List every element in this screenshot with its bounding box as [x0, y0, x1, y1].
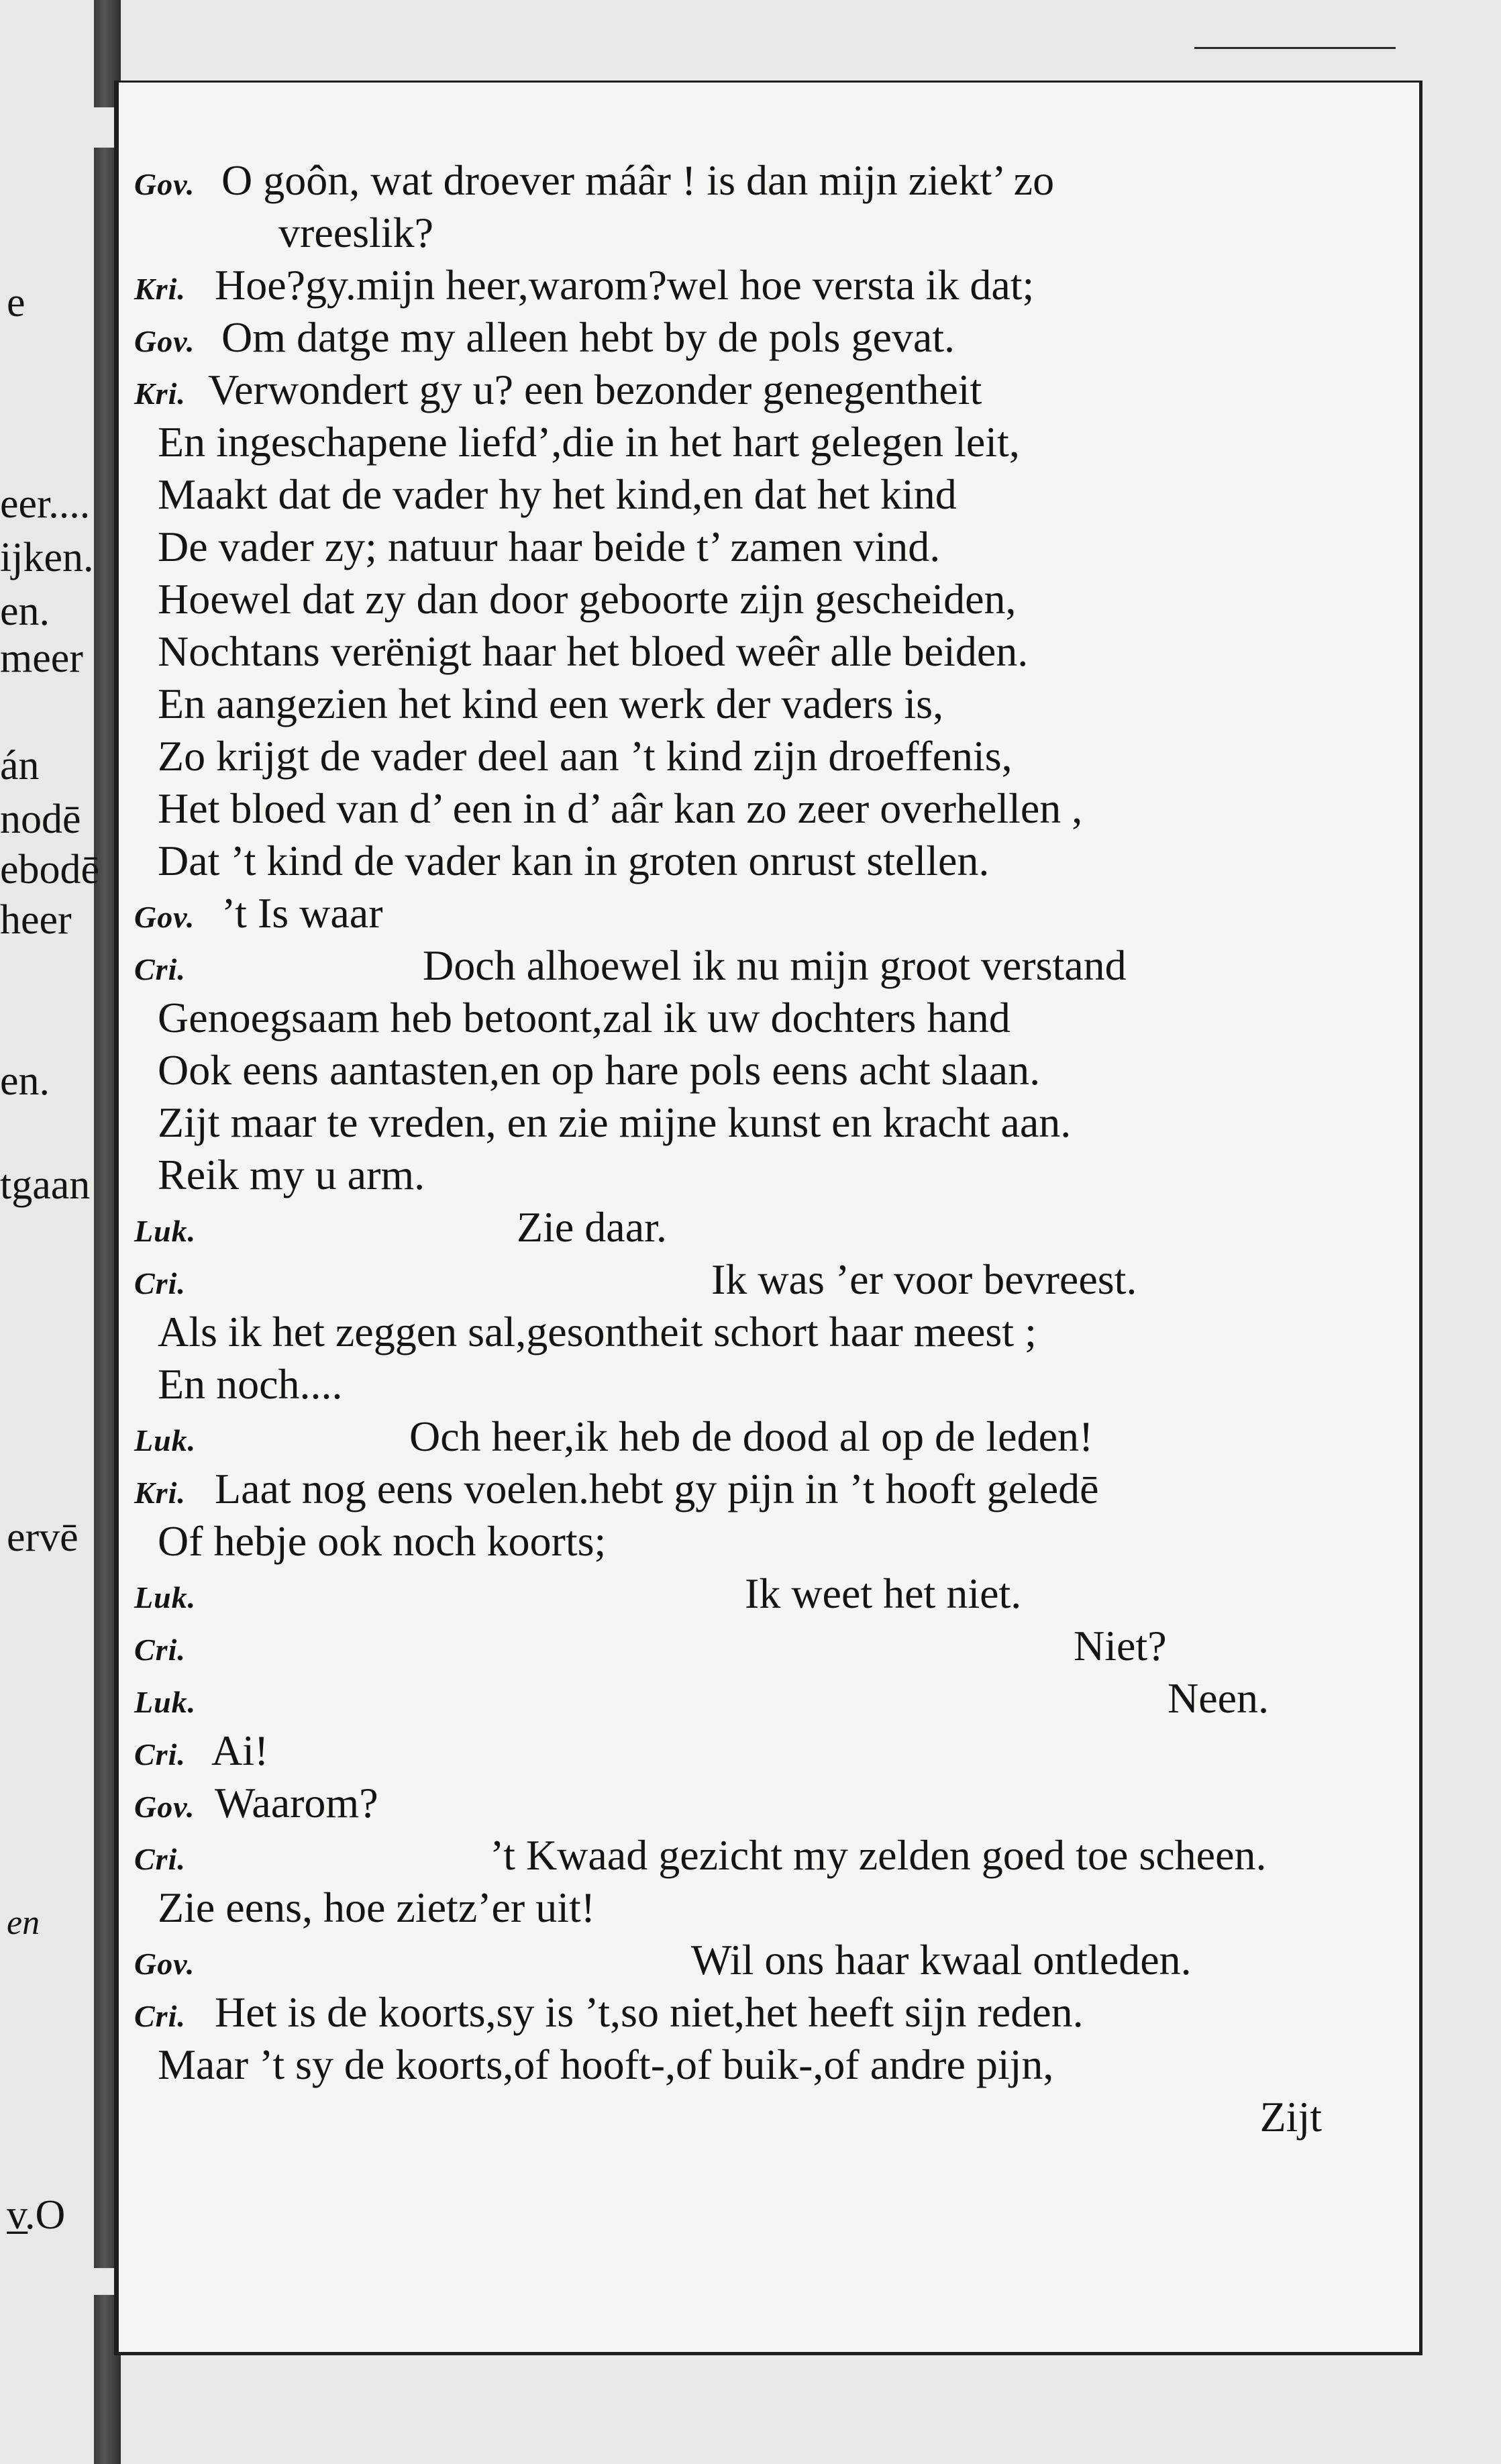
margin-fragment: ijken. [0, 535, 94, 580]
margin-fragment: heer [0, 897, 72, 943]
verse-line [134, 207, 1355, 259]
verse-line [134, 468, 1355, 521]
line-text: Doch alhoewel ik nu mijn groot verstand [423, 941, 1127, 989]
margin-fragment: e [7, 280, 25, 325]
verse-line [134, 1515, 1355, 1568]
line-text: En noch.... [158, 1360, 343, 1408]
speaker-label: Luk. [134, 1580, 197, 1614]
line-text: Als ik het zeggen sal,gesontheit schort haar meest ; [158, 1308, 1037, 1355]
margin-fragment: ebodē [0, 847, 100, 892]
line-text: Maar ’t sy de koorts,of hooft-,of buik-,of andre pijn, [158, 2041, 1054, 2088]
verse-line [134, 939, 1355, 992]
speaker-label: Cri. [134, 1266, 186, 1300]
verse-line [134, 1725, 1355, 1777]
line-text: Of hebje ook noch koorts; [158, 1517, 607, 1565]
line-text: ’t Is waar [221, 889, 383, 937]
top-rule [1194, 47, 1396, 56]
verse-line [134, 1934, 1355, 1986]
verse-line [134, 259, 1355, 311]
line-text: Ik was ’er voor bevreest. [711, 1255, 1137, 1303]
margin-fragment: v̲.O [7, 2192, 66, 2238]
verse-line [134, 835, 1355, 887]
margin-fragment: eer.... [0, 481, 91, 527]
verse-line [134, 1044, 1355, 1096]
margin-fragment: en. [0, 588, 50, 634]
speaker-label: Luk. [134, 1685, 197, 1719]
verse-line [134, 573, 1355, 625]
verse-line [134, 1358, 1355, 1410]
line-text: Och heer,ik heb de dood al op de leden! [409, 1413, 1094, 1460]
line-text: En aangezien het kind een werk der vaders is, [158, 680, 944, 727]
speaker-label: Gov. [134, 1790, 195, 1824]
catchword: Zijt [1259, 2093, 1322, 2141]
speaker-label: Luk. [134, 1214, 197, 1248]
verse-line [134, 730, 1355, 782]
speaker-label: Kri. [134, 272, 186, 306]
line-text: Om datge my alleen hebt by de pols gevat. [221, 313, 955, 361]
verse-line [134, 1149, 1355, 1201]
play-text [134, 154, 1355, 2143]
line-text: Zie eens, hoe zietz’er uit! [158, 1884, 596, 1931]
margin-fragment: án [0, 743, 40, 788]
margin-fragment: meer [0, 635, 83, 681]
line-text: Zijt maar te vreden, en zie mijne kunst en kracht aan. [158, 1098, 1072, 1146]
line-text: Reik my u arm. [158, 1151, 425, 1198]
line-text: Ook eens aantasten,en op hare pols eens acht slaan. [158, 1046, 1041, 1094]
speaker-label: Cri. [134, 1737, 186, 1772]
line-text: ’t Kwaad gezicht my zelden goed toe scheen. [490, 1831, 1267, 1879]
speaker-label: Cri. [134, 952, 186, 986]
speaker-label: Cri. [134, 1633, 186, 1667]
margin-fragment: nodē [0, 797, 81, 842]
speaker-label: Gov. [134, 1947, 195, 1981]
verse-line [134, 1306, 1355, 1358]
line-text: Niet? [1074, 1622, 1167, 1670]
line-text: Maakt dat de vader hy het kind,en dat het kind [158, 470, 957, 518]
speaker-label: Gov. [134, 900, 195, 934]
line-text: Dat ’t kind de vader kan in groten onrust stellen. [158, 837, 990, 884]
margin-fragment: tgaan [0, 1162, 91, 1208]
verse-line [134, 1096, 1355, 1149]
speaker-label: Cri. [134, 1999, 186, 2033]
speaker-label: Kri. [134, 1476, 186, 1510]
verse-line [134, 521, 1355, 573]
verse-line [134, 1777, 1355, 1829]
margin-fragment: en [7, 1904, 40, 1942]
line-text: En ingeschapene liefd’,die in het hart gelegen leit, [158, 418, 1020, 466]
line-text: Het bloed van d’ een in d’ aâr kan zo zeer overhellen , [158, 784, 1083, 832]
verse-line [134, 1410, 1355, 1463]
line-text: Ik weet het niet. [745, 1570, 1022, 1617]
facing-page-fragments [0, 0, 121, 2464]
line-text: vreeslik? [278, 209, 433, 256]
verse-line [134, 887, 1355, 939]
speaker-label: Cri. [134, 1842, 186, 1876]
line-text: Wil ons haar kwaal ontleden. [691, 1936, 1192, 1984]
line-text: Laat nog eens voelen.hebt gy pijn in ’t hooft geledē [215, 1465, 1099, 1512]
line-text: Nochtans verënigt haar het bloed weêr alle beiden. [158, 627, 1029, 675]
verse-line [134, 678, 1355, 730]
verse-line [134, 1568, 1355, 1620]
line-text: O goôn, wat droever máâr ! is dan mijn ziekt’ zo [221, 156, 1055, 204]
line-text: Waarom? [215, 1779, 378, 1827]
line-text: Hoe?gy.mijn heer,warom?wel hoe versta ik dat; [215, 261, 1035, 309]
line-text: Zie daar. [517, 1203, 667, 1251]
verse-line [134, 1672, 1355, 1725]
verse-line [134, 1253, 1355, 1306]
verse-line [134, 311, 1355, 364]
line-text: Zo krijgt de vader deel aan ’t kind zijn droeffenis, [158, 732, 1013, 780]
margin-fragment: ervē [7, 1515, 79, 1560]
line-text: Neen. [1168, 1674, 1270, 1722]
speaker-label: Kri. [134, 376, 186, 411]
line-text: Genoegsaam heb betoont,zal ik uw dochters hand [158, 994, 1011, 1041]
verse-line [134, 1463, 1355, 1515]
line-text: Het is de koorts,sy is ’t,so niet,het heeft sijn reden. [215, 1988, 1084, 2036]
verse-line [134, 416, 1355, 468]
line-text: De vader zy; natuur haar beide t’ zamen vind. [158, 523, 941, 570]
verse-line [134, 2039, 1355, 2091]
verse-line [134, 1201, 1355, 1253]
line-text: Hoewel dat zy dan door geboorte zijn gescheiden, [158, 575, 1017, 623]
verse-line [134, 1986, 1355, 2039]
speaker-label: Gov. [134, 324, 195, 358]
verse-line [134, 625, 1355, 678]
line-text: Verwondert gy u? een bezonder genegentheit [208, 366, 982, 413]
verse-line [134, 992, 1355, 1044]
verse-line [134, 1882, 1355, 1934]
verse-line [134, 1829, 1355, 1882]
verse-line [134, 782, 1355, 835]
verse-line [134, 154, 1355, 207]
margin-fragment: en. [0, 1058, 50, 1104]
line-text: Ai! [211, 1727, 269, 1774]
speaker-label: Luk. [134, 1423, 197, 1457]
speaker-label: Gov. [134, 167, 195, 201]
verse-line [134, 364, 1355, 416]
verse-line [134, 1620, 1355, 1672]
